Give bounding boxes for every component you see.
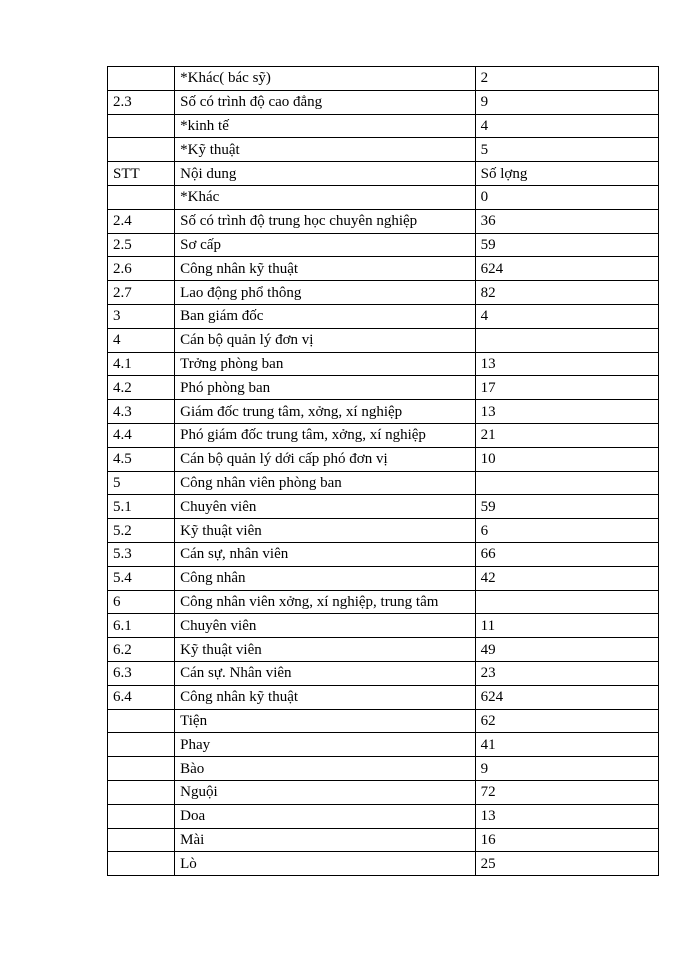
stt-cell: 5 (108, 471, 175, 495)
table-row (108, 780, 659, 804)
table-row (108, 828, 659, 852)
content-cell: Công nhân viên xởng, xí nghiệp, trung tâm (175, 590, 476, 614)
stt-cell: 4.2 (108, 376, 175, 400)
table-row (108, 733, 659, 757)
table-row (108, 471, 659, 495)
stt-cell: 4.3 (108, 400, 175, 424)
content-cell: Cán bộ quản lý đơn vị (175, 328, 476, 352)
table-row (108, 709, 659, 733)
stt-cell (108, 780, 175, 804)
staff-statistics-table (107, 66, 659, 876)
stt-cell: 5.4 (108, 566, 175, 590)
count-cell: 624 (475, 257, 658, 281)
content-cell: Công nhân kỹ thuật (175, 685, 476, 709)
stt-cell (108, 804, 175, 828)
table-row (108, 328, 659, 352)
table-row (108, 757, 659, 781)
content-cell: *Kỹ thuật (175, 138, 476, 162)
content-cell: Lò (175, 852, 476, 876)
count-cell: 66 (475, 542, 658, 566)
table-row (108, 542, 659, 566)
stt-cell: 6.3 (108, 661, 175, 685)
table-row (108, 566, 659, 590)
stt-cell: 6 (108, 590, 175, 614)
content-cell: Kỹ thuật viên (175, 638, 476, 662)
count-cell: 21 (475, 423, 658, 447)
count-cell: 9 (475, 90, 658, 114)
count-cell: 16 (475, 828, 658, 852)
stt-cell (108, 852, 175, 876)
content-cell: Chuyên viên (175, 614, 476, 638)
count-cell: 59 (475, 233, 658, 257)
table-row (108, 638, 659, 662)
stt-cell: 2.7 (108, 281, 175, 305)
stt-cell: 4.4 (108, 423, 175, 447)
count-cell: 49 (475, 638, 658, 662)
table-row (108, 138, 659, 162)
stt-cell: 5.2 (108, 519, 175, 543)
table-row (108, 376, 659, 400)
count-cell: 624 (475, 685, 658, 709)
table-row (108, 519, 659, 543)
table-row (108, 90, 659, 114)
table-row (108, 185, 659, 209)
stt-cell (108, 67, 175, 91)
stt-cell: 2.6 (108, 257, 175, 281)
stt-cell (108, 709, 175, 733)
count-cell: 4 (475, 114, 658, 138)
count-cell: 42 (475, 566, 658, 590)
stt-cell (108, 733, 175, 757)
count-cell (475, 590, 658, 614)
content-cell: Chuyên viên (175, 495, 476, 519)
content-cell: Doa (175, 804, 476, 828)
table-row (108, 67, 659, 91)
content-cell: Trởng phòng ban (175, 352, 476, 376)
table-body (108, 67, 659, 876)
count-cell: 4 (475, 304, 658, 328)
count-cell: 36 (475, 209, 658, 233)
table-row (108, 590, 659, 614)
stt-cell: 4.1 (108, 352, 175, 376)
table-row (108, 804, 659, 828)
content-cell: *Khác (175, 185, 476, 209)
stt-cell: 4 (108, 328, 175, 352)
count-cell: 23 (475, 661, 658, 685)
content-cell: Công nhân kỹ thuật (175, 257, 476, 281)
table-row (108, 852, 659, 876)
count-cell: 62 (475, 709, 658, 733)
table-row (108, 495, 659, 519)
table-row (108, 281, 659, 305)
content-cell: Công nhân viên phòng ban (175, 471, 476, 495)
table-row (108, 257, 659, 281)
stt-cell: 2.4 (108, 209, 175, 233)
count-cell: 10 (475, 447, 658, 471)
stt-cell: 6.2 (108, 638, 175, 662)
count-cell: 82 (475, 281, 658, 305)
content-cell: *Khác( bác sỹ) (175, 67, 476, 91)
count-cell: 13 (475, 804, 658, 828)
content-cell: Giám đốc trung tâm, xởng, xí nghiệp (175, 400, 476, 424)
table-row (108, 304, 659, 328)
table-row (108, 685, 659, 709)
stt-cell (108, 114, 175, 138)
content-cell: Số có trình độ cao đẳng (175, 90, 476, 114)
table-row (108, 614, 659, 638)
stt-cell (108, 757, 175, 781)
count-cell (475, 471, 658, 495)
content-cell: Nội dung (175, 162, 476, 186)
count-cell: 25 (475, 852, 658, 876)
stt-cell: 6.4 (108, 685, 175, 709)
count-cell: 17 (475, 376, 658, 400)
stt-cell (108, 138, 175, 162)
content-cell: Bào (175, 757, 476, 781)
count-cell: 0 (475, 185, 658, 209)
content-cell: Phó giám đốc trung tâm, xởng, xí nghiệp (175, 423, 476, 447)
table-row (108, 233, 659, 257)
count-cell: 6 (475, 519, 658, 543)
content-cell: Tiện (175, 709, 476, 733)
count-cell: 5 (475, 138, 658, 162)
content-cell: Nguội (175, 780, 476, 804)
stt-cell: 5.3 (108, 542, 175, 566)
count-cell: 9 (475, 757, 658, 781)
count-cell: 59 (475, 495, 658, 519)
stt-cell: STT (108, 162, 175, 186)
content-cell: Cán sự. Nhân viên (175, 661, 476, 685)
count-cell: Số lợng (475, 162, 658, 186)
stt-cell: 6.1 (108, 614, 175, 638)
count-cell: 2 (475, 67, 658, 91)
stt-cell: 2.3 (108, 90, 175, 114)
table-row (108, 661, 659, 685)
table-row (108, 162, 659, 186)
count-cell: 72 (475, 780, 658, 804)
stt-cell (108, 185, 175, 209)
content-cell: Mài (175, 828, 476, 852)
content-cell: Cán bộ quản lý dới cấp phó đơn vị (175, 447, 476, 471)
table-row (108, 423, 659, 447)
stt-cell: 3 (108, 304, 175, 328)
count-cell (475, 328, 658, 352)
count-cell: 13 (475, 400, 658, 424)
content-cell: Lao động phổ thông (175, 281, 476, 305)
content-cell: Ban giám đốc (175, 304, 476, 328)
table-row (108, 209, 659, 233)
table-row (108, 400, 659, 424)
count-cell: 13 (475, 352, 658, 376)
content-cell: Công nhân (175, 566, 476, 590)
table-row (108, 114, 659, 138)
content-cell: Số có trình độ trung học chuyên nghiệp (175, 209, 476, 233)
count-cell: 11 (475, 614, 658, 638)
content-cell: Phay (175, 733, 476, 757)
content-cell: *kinh tế (175, 114, 476, 138)
stt-cell: 5.1 (108, 495, 175, 519)
stt-cell: 2.5 (108, 233, 175, 257)
content-cell: Phó phòng ban (175, 376, 476, 400)
count-cell: 41 (475, 733, 658, 757)
content-cell: Sơ cấp (175, 233, 476, 257)
table-row (108, 447, 659, 471)
stt-cell: 4.5 (108, 447, 175, 471)
content-cell: Kỹ thuật viên (175, 519, 476, 543)
content-cell: Cán sự, nhân viên (175, 542, 476, 566)
table-row (108, 352, 659, 376)
stt-cell (108, 828, 175, 852)
